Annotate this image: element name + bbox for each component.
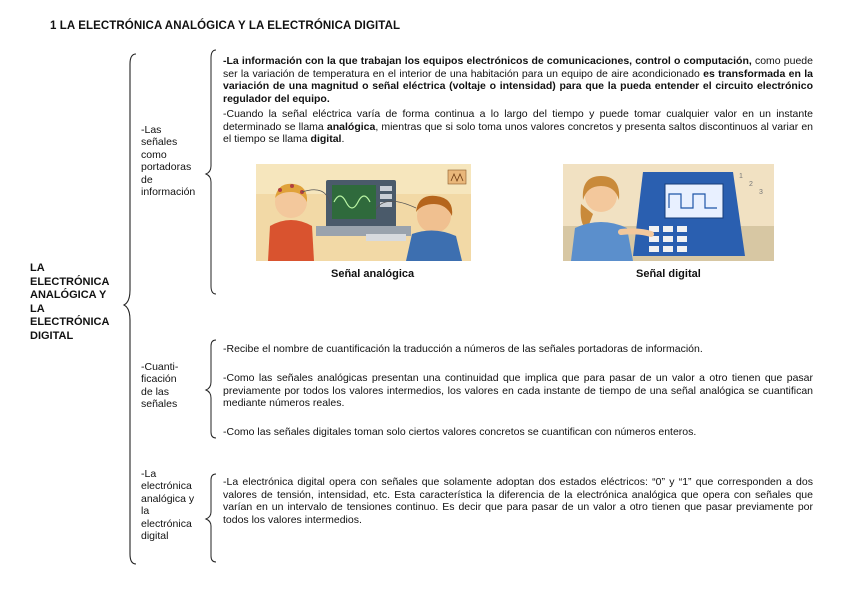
section-2-paragraph-2: -Como las señales analógicas presentan una continuidad que implica que para pasar de un valor a otro tienen que pasar previamente por todos los valores intermedios, los valores en cada instante de tiempo de una señal analógica se cuantifican mediante números reales. [223,372,813,410]
section-2-brace [204,338,218,442]
main-brace [122,52,138,567]
section-3-brace [204,472,218,566]
main-label: LA ELECTRÓNICA ANALÓGICA Y LA ELECTRÓNICA DIGITAL [30,262,110,342]
section-2-paragraph-1: -Recibe el nombre de cuantificación la traducción a números de las señales portadoras de información. [223,343,703,355]
svg-text:1: 1 [739,173,743,180]
section-1-paragraph-1: -La información con la que trabajan los equipos electrónicos de comunicaciones, control o computación, como puede ser la variación de temperatura en el interior de una habitación para un equipo de aire acondicionado es transformada en la variación de una magnitud o señal eléctrica (voltaje o intensidad) para que la pueda entender el circuito electrónico regulador del equipo. [223,55,813,105]
section-1-brace [204,48,218,298]
svg-text:2: 2 [749,181,753,188]
digital-signal-illustration [563,164,774,261]
section-1-paragraph-2: -Cuando la señal eléctrica varía de forma continua a lo largo del tiempo y puede tomar cualquier valor en un instante determinado se llama analógica, mientras que si solo toma unos valores concretos y presenta saltos discontinuos al variar en el tiempo se llama digital. [223,108,813,146]
section-2-label: -Cuanti- ficación de las señales [141,361,179,411]
page-title: 1 LA ELECTRÓNICA ANALÓGICA Y LA ELECTRÓNICA DIGITAL [50,20,401,32]
section-2-paragraph-3: -Como las señales digitales toman solo ciertos valores concretos se cuantifican con números enteros. [223,426,697,438]
caption-digital: Señal digital [636,268,701,280]
analog-signal-illustration [256,164,471,261]
svg-text:3: 3 [759,189,763,196]
caption-analog: Señal analógica [331,268,415,280]
section-3-paragraph-1: -La electrónica digital opera con señales que solamente adoptan dos estados eléctricos: “0” y “1” que corresponden a dos valores de tensión, intensidad, etc. Esta característica la diferencia de la electrónica analógica que opera con señales que varían en un intervalo de tensiones continuo. Es decir que para pasar de un valor a otro tienen que pasar previamente por todos los valores intermedios. [223,476,813,526]
section-3-label: -La electrónica analógica y la electrónica digital [141,468,195,543]
section-1-label: -Las señales como portadoras de información [141,124,196,199]
